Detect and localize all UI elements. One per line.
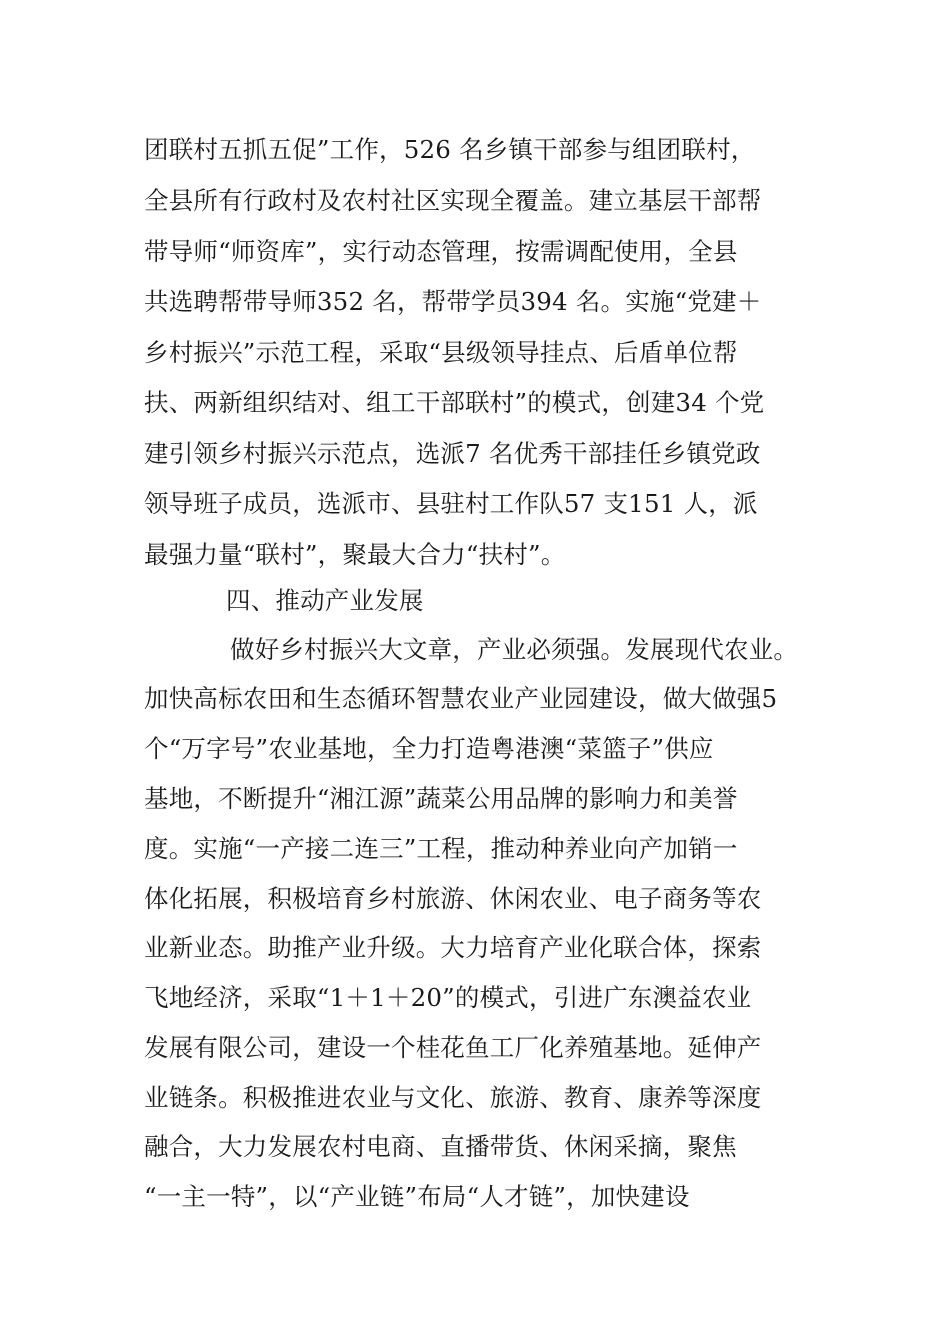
paragraph-line: 发展有限公司，建设一个桂花鱼工厂化养殖基地。延伸产 [144, 1033, 762, 1062]
paragraph-line: 共选聘帮带导师352 名，帮带学员394 名。实施“党建＋ [144, 287, 762, 316]
paragraph-line: 全县所有行政村及农村社区实现全覆盖。建立基层干部帮 [144, 186, 762, 215]
paragraph-line: 飞地经济，采取“1＋1＋20”的模式，引进广东澳益农业 [144, 983, 752, 1012]
paragraph-line: 个“万字号”农业基地，全力打造粤港澳“菜篮子”供应 [144, 734, 714, 763]
paragraph-line: 带导师“师资库”，实行动态管理，按需调配使用，全县 [144, 237, 738, 266]
paragraph-line: 建引领乡村振兴示范点，选派7 名优秀干部挂任乡镇党政 [144, 439, 761, 468]
paragraph-line: 度。实施“一产接二连三”工程，推动种养业向产加销一 [144, 834, 738, 863]
paragraph-line: 扶、两新组织结对、组工干部联村”的模式，创建34 个党 [144, 388, 765, 417]
paragraph-line: 基地，不断提升“湘江源”蔬菜公用品牌的影响力和美誉 [144, 784, 738, 813]
paragraph-line: 领导班子成员，选派市、县驻村工作队57 支151 人，派 [144, 489, 758, 518]
paragraph-line: 业链条。积极推进农业与文化、旅游、教育、康养等深度 [144, 1083, 762, 1112]
paragraph-line: 体化拓展，积极培育乡村旅游、休闲农业、电子商务等农 [144, 884, 762, 913]
paragraph-line: “一主一特”，以“产业链”布局“人才链”，加快建设 [144, 1182, 690, 1211]
paragraph-line: 乡村振兴”示范工程，采取“县级领导挂点、后盾单位帮 [144, 338, 738, 367]
paragraph-line: 最强力量“联村”，聚最大合力“扶村”。 [144, 540, 566, 569]
section-heading: 四、推动产业发展 [226, 586, 424, 615]
paragraph-line: 融合，大力发展农村电商、直播带货、休闲采摘，聚焦 [144, 1132, 737, 1161]
paragraph-line: 团联村五抓五促”工作，526 名乡镇干部参与组团联村， [144, 135, 756, 164]
paragraph-line: 做好乡村振兴大文章，产业必须强。发展现代农业。 [230, 635, 799, 664]
paragraph-line: 加快高标农田和生态循环智慧农业产业园建设，做大做强5 [144, 684, 778, 713]
paragraph-line: 业新业态。助推产业升级。大力培育产业化联合体，探索 [144, 933, 762, 962]
